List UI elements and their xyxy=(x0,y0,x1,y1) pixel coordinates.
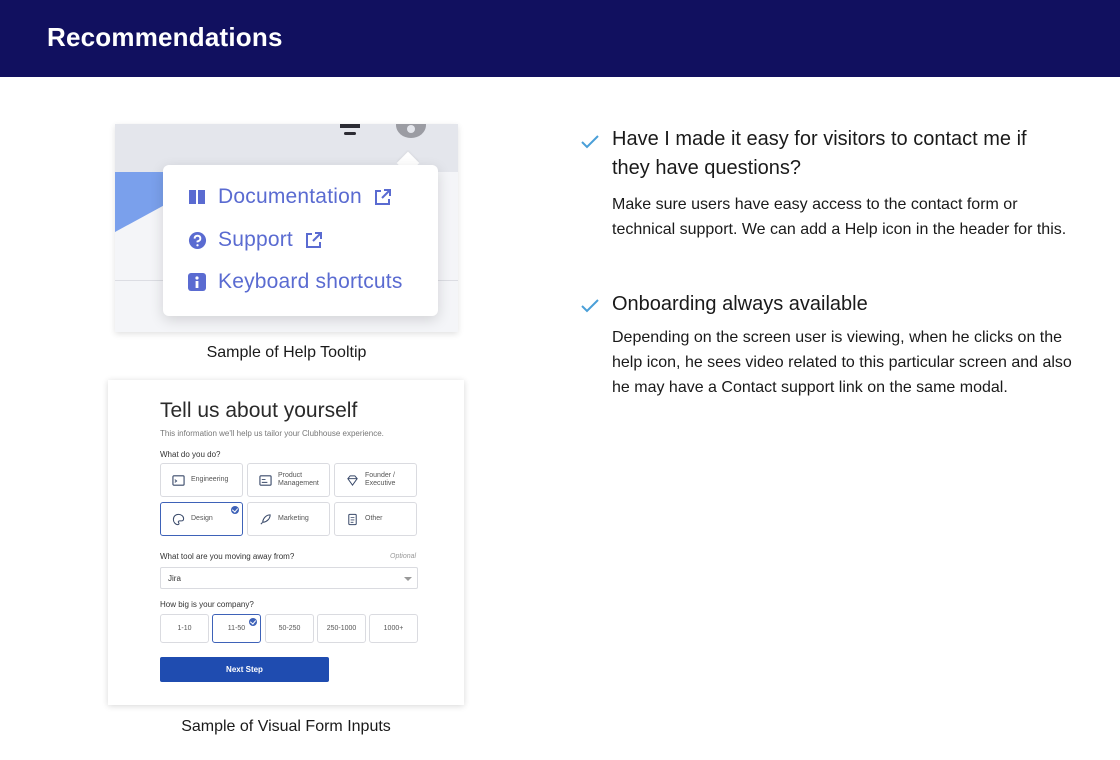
role-option-label: Other xyxy=(365,515,383,522)
selected-check-icon xyxy=(231,506,239,514)
page-header xyxy=(0,0,1120,77)
role-option-engineering[interactable] xyxy=(160,463,243,497)
size-option-50-250[interactable]: 50-250 xyxy=(265,614,314,643)
help-tooltip-caption: Sample of Help Tooltip xyxy=(206,344,367,361)
external-link-icon xyxy=(373,187,393,207)
recommendation-title: Have I made it easy for visitors to contact me if they have questions? xyxy=(612,128,1027,179)
checkmark-icon xyxy=(580,299,600,313)
role-option-product-management[interactable] xyxy=(247,463,330,497)
size-option-1-10[interactable]: 1-10 xyxy=(160,614,209,643)
rocket-icon xyxy=(259,513,272,526)
help-menu xyxy=(163,165,438,316)
form-title: Tell us about yourself xyxy=(160,399,358,422)
help-menu-label: Keyboard shortcuts xyxy=(218,270,403,293)
visual-form-caption: Sample of Visual Form Inputs xyxy=(181,718,391,735)
question-circle-icon xyxy=(187,230,207,250)
role-question-label: What do you do? xyxy=(160,450,221,459)
role-option-label: Marketing xyxy=(278,515,309,522)
help-menu-item-documentation[interactable] xyxy=(187,183,393,211)
terminal-icon xyxy=(172,474,185,487)
info-icon xyxy=(187,272,207,292)
card-icon xyxy=(259,474,272,487)
next-step-button[interactable]: Next Step xyxy=(160,657,329,682)
external-link-icon xyxy=(304,230,324,250)
tool-question-label: What tool are you moving away from? xyxy=(160,552,295,561)
tool-select[interactable] xyxy=(160,567,418,589)
selected-check-icon xyxy=(249,618,257,626)
checkmark-icon xyxy=(580,135,600,149)
size-option-label: 11-50 xyxy=(227,625,246,632)
tool-select-value: Jira xyxy=(168,574,181,583)
recommendation-title: Onboarding always available xyxy=(612,293,868,315)
form-subtitle: This information we'll help us tailor your Clubhouse experience. xyxy=(160,429,384,438)
document-icon xyxy=(346,513,359,526)
help-menu-label: Support xyxy=(218,228,293,251)
size-option-11-50[interactable] xyxy=(212,614,261,643)
help-menu-item-support[interactable] xyxy=(187,226,324,254)
recommendation-body: Depending on the screen user is viewing, when he clicks on the help icon, he sees video related to this particular screen and also he may have a Contact support link on the same modal. xyxy=(612,329,1072,396)
role-option-label: Engineering xyxy=(191,476,229,483)
book-icon xyxy=(187,187,207,207)
size-question-label: How big is your company? xyxy=(160,600,254,609)
optional-tag: Optional xyxy=(390,553,417,560)
help-tooltip-sample xyxy=(115,124,458,332)
diamond-icon xyxy=(346,474,359,487)
bell-icon xyxy=(338,124,362,138)
role-option-other[interactable] xyxy=(334,502,417,536)
help-menu-item-keyboard-shortcuts[interactable] xyxy=(187,268,403,296)
role-option-label: Design xyxy=(191,515,213,522)
role-option-label: Founder / Executive xyxy=(365,472,396,487)
page-title: Recommendations xyxy=(47,22,283,52)
size-option-1000-plus[interactable]: 1000+ xyxy=(369,614,418,643)
visual-form-sample xyxy=(108,380,464,705)
size-option-250-1000[interactable]: 250-1000 xyxy=(317,614,366,643)
help-menu-label: Documentation xyxy=(218,185,362,208)
role-option-design[interactable] xyxy=(160,502,243,536)
role-option-label: Product Management xyxy=(278,472,319,487)
role-option-founder-executive[interactable] xyxy=(334,463,417,497)
palette-icon xyxy=(172,513,185,526)
recommendation-body: Make sure users have easy access to the contact form or technical support. We can add a Help icon in the header for this. xyxy=(612,196,1067,238)
chevron-down-icon xyxy=(404,577,412,581)
role-option-marketing[interactable] xyxy=(247,502,330,536)
